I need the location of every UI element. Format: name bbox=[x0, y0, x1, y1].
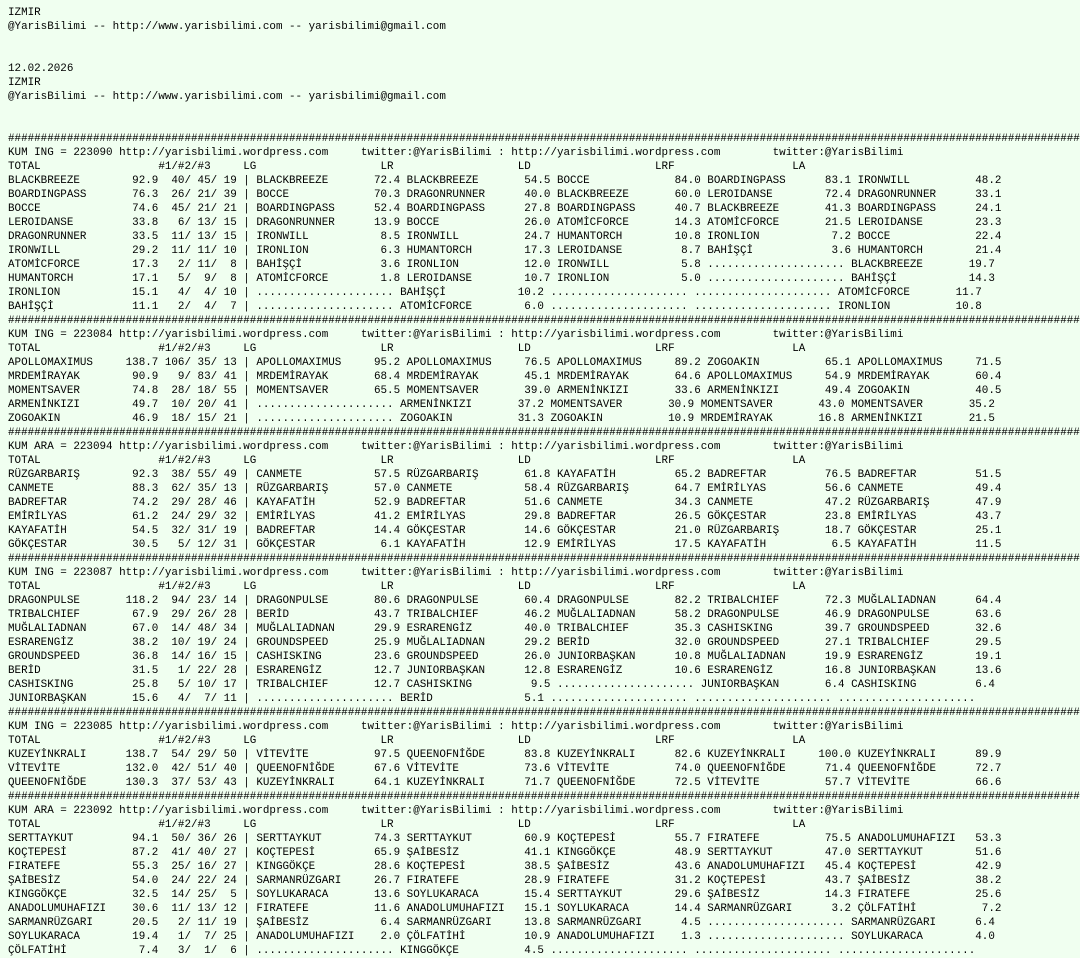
column-headers: TOTAL #1/#2/#3 LG LR LD LRF LA bbox=[8, 735, 806, 747]
separator-line: #################################################################################################################################################################### bbox=[8, 315, 1080, 327]
column-headers: TOTAL #1/#2/#3 LG LR LD LRF LA bbox=[8, 819, 806, 831]
table-row: ZOGOAKIN 46.9 18/ 15/ 21 | ..................... ZOGOAKIN 31.3 ZOGOAKIN 10.9 MRDEMİRAYAK 16.8 ARMENİNKIZI 21.5 bbox=[8, 413, 995, 425]
race-blocks bbox=[8, 132, 1080, 958]
table-row: MUĞLALIADNAN 67.0 14/ 48/ 34 | MUĞLALIADNAN 29.9 ESRARENGİZ 40.0 TRIBALCHIEF 35.3 CASHISKING 39.7 GROUNDSPEED 32.6 bbox=[8, 623, 1002, 635]
header-contact: @YarisBilimi -- http://www.yarisbilimi.com -- yarisbilimi@gmail.com bbox=[8, 21, 446, 33]
table-row: ATOMİCFORCE 17.3 2/ 11/ 8 | BAHİŞÇİ 3.6 IRONLION 12.0 IRONWILL 5.8 ..................... BLACKBREEZE 19.7 bbox=[8, 259, 995, 271]
table-row: KUZEYİNKRALI 138.7 54/ 29/ 50 | VİTEVİTE 97.5 QUEENOFNİĞDE 83.8 KUZEYİNKRALI 82.6 KUZEYİNKRALI 100.0 KUZEYİNKRALI 89.9 bbox=[8, 749, 1002, 761]
race-header: KUM ARA = 223094 http://yarisbilimi.wordpress.com twitter:@YarisBilimi : http://yarisbilimi.wordpress.com twitter:@YarisBilimi bbox=[8, 441, 904, 453]
blank-line bbox=[8, 48, 1073, 62]
separator-line: #################################################################################################################################################################### bbox=[8, 133, 1080, 145]
table-row: RÜZGARBARIŞ 92.3 38/ 55/ 49 | CANMETE 57.5 RÜZGARBARIŞ 61.8 KAYAFATİH 65.2 BADREFTAR 76.5 BADREFTAR 51.5 bbox=[8, 469, 1002, 481]
table-row: ÇÖLFATİHİ 7.4 3/ 1/ 6 | ..................... KINGGÖKÇE 4.5 ..................... ..................... ..................... bbox=[8, 945, 976, 957]
table-row: SARMANRÜZGARI 20.5 2/ 11/ 19 | ŞAİBESİZ 6.4 SARMANRÜZGARI 13.8 SARMANRÜZGARI 4.5 ..................... SARMANRÜZGARI 6.4 bbox=[8, 917, 995, 929]
column-headers: TOTAL #1/#2/#3 LG LR LD LRF LA bbox=[8, 161, 806, 173]
header-city: IZMIR bbox=[8, 77, 41, 89]
table-row: APOLLOMAXIMUS 138.7 106/ 35/ 13 | APOLLOMAXIMUS 95.2 APOLLOMAXIMUS 76.5 APOLLOMAXIMUS 89.2 ZOGOAKIN 65.1 APOLLOMAXIMUS 71.5 bbox=[8, 357, 1002, 369]
table-row: CASHISKING 25.8 5/ 10/ 17 | TRIBALCHIEF 12.7 CASHISKING 9.5 ..................... JUNIORBAŞKAN 6.4 CASHISKING 6.4 bbox=[8, 679, 995, 691]
table-row: ESRARENGİZ 38.2 10/ 19/ 24 | GROUNDSPEED 25.9 MUĞLALIADNAN 29.2 BERİD 32.0 GROUNDSPEED 27.1 TRIBALCHIEF 29.5 bbox=[8, 637, 1002, 649]
table-row: GROUNDSPEED 36.8 14/ 16/ 15 | CASHISKING 23.6 GROUNDSPEED 26.0 JUNIORBAŞKAN 10.8 MUĞLALIADNAN 19.9 ESRARENGİZ 19.1 bbox=[8, 651, 1002, 663]
table-row: DRAGONPULSE 118.2 94/ 23/ 14 | DRAGONPULSE 80.6 DRAGONPULSE 60.4 DRAGONPULSE 82.2 TRIBALCHIEF 72.3 MUĞLALIADNAN 64.4 bbox=[8, 595, 1002, 607]
separator-line: #################################################################################################################################################################### bbox=[8, 707, 1080, 719]
race-header: KUM ING = 223087 http://yarisbilimi.wordpress.com twitter:@YarisBilimi : http://yarisbilimi.wordpress.com twitter:@YarisBilimi bbox=[8, 567, 904, 579]
table-row: SOYLUKARACA 19.4 1/ 7/ 25 | ANADOLUMUHAFIZI 2.0 ÇÖLFATİHİ 10.9 ANADOLUMUHAFIZI 1.3 ..................... SOYLUKARACA 4.0 bbox=[8, 931, 995, 943]
table-row: MOMENTSAVER 74.8 28/ 18/ 55 | MOMENTSAVER 65.5 MOMENTSAVER 39.0 ARMENİNKIZI 33.6 ARMENİNKIZI 49.4 ZOGOAKIN 40.5 bbox=[8, 385, 1002, 397]
table-row: JUNIORBAŞKAN 15.6 4/ 7/ 11 | ..................... BERİD 5.1 ..................... ..................... ..................... bbox=[8, 693, 976, 705]
separator-line: #################################################################################################################################################################### bbox=[8, 791, 1080, 803]
table-row: MRDEMİRAYAK 90.9 9/ 83/ 41 | MRDEMİRAYAK 68.4 MRDEMİRAYAK 45.1 MRDEMİRAYAK 64.6 APOLLOMAXIMUS 54.9 MRDEMİRAYAK 60.4 bbox=[8, 371, 1002, 383]
report-date: 12.02.2026 bbox=[8, 63, 74, 75]
column-headers: TOTAL #1/#2/#3 LG LR LD LRF LA bbox=[8, 581, 806, 593]
table-row: CANMETE 88.3 62/ 35/ 13 | RÜZGARBARIŞ 57.0 CANMETE 58.4 RÜZGARBARIŞ 64.7 EMİRİLYAS 56.6 CANMETE 49.4 bbox=[8, 483, 1002, 495]
column-headers: TOTAL #1/#2/#3 LG LR LD LRF LA bbox=[8, 455, 806, 467]
race-header: KUM ING = 223085 http://yarisbilimi.wordpress.com twitter:@YarisBilimi : http://yarisbilimi.wordpress.com twitter:@YarisBilimi bbox=[8, 721, 904, 733]
header-contact: @YarisBilimi -- http://www.yarisbilimi.com -- yarisbilimi@gmail.com bbox=[8, 91, 446, 103]
table-row: ŞAİBESİZ 54.0 24/ 22/ 24 | SARMANRÜZGARI 26.7 FIRATEFE 28.9 FIRATEFE 31.2 KOÇTEPESİ 43.7 ŞAİBESİZ 38.2 bbox=[8, 875, 1002, 887]
table-row: HUMANTORCH 17.1 5/ 9/ 8 | ATOMİCFORCE 1.8 LEROIDANSE 10.7 IRONLION 5.0 ..................... BAHİŞÇİ 14.3 bbox=[8, 273, 995, 285]
blank-line bbox=[8, 34, 1073, 48]
table-row: ANADOLUMUHAFIZI 30.6 11/ 13/ 12 | FIRATEFE 11.6 ANADOLUMUHAFIZI 15.1 SOYLUKARACA 14.4 SARMANRÜZGARI 3.2 ÇÖLFATİHİ 7.2 bbox=[8, 903, 1002, 915]
race-header: KUM ARA = 223092 http://yarisbilimi.wordpress.com twitter:@YarisBilimi : http://yarisbilimi.wordpress.com twitter:@YarisBilimi bbox=[8, 805, 904, 817]
table-row: KAYAFATİH 54.5 32/ 31/ 19 | BADREFTAR 14.4 GÖKÇESTAR 14.6 GÖKÇESTAR 21.0 RÜZGARBARIŞ 18.7 GÖKÇESTAR 25.1 bbox=[8, 525, 1002, 537]
table-row: BOCCE 74.6 45/ 21/ 21 | BOARDINGPASS 52.4 BOARDINGPASS 27.8 BOARDINGPASS 40.7 BLACKBREEZE 41.3 BOARDINGPASS 24.1 bbox=[8, 203, 1002, 215]
table-row: QUEENOFNİĞDE 130.3 37/ 53/ 43 | KUZEYİNKRALI 64.1 KUZEYİNKRALI 71.7 QUEENOFNİĞDE 72.5 VİTEVİTE 57.7 VİTEVİTE 66.6 bbox=[8, 777, 1002, 789]
table-row: EMİRİLYAS 61.2 24/ 29/ 32 | EMİRİLYAS 41.2 EMİRİLYAS 29.8 BADREFTAR 26.5 GÖKÇESTAR 23.8 EMİRİLYAS 43.7 bbox=[8, 511, 1002, 523]
table-row: ARMENİNKIZI 49.7 10/ 20/ 41 | ..................... ARMENİNKIZI 37.2 MOMENTSAVER 30.9 MOMENTSAVER 43.0 MOMENTSAVER 35.2 bbox=[8, 399, 995, 411]
table-row: BOARDINGPASS 76.3 26/ 21/ 39 | BOCCE 70.3 DRAGONRUNNER 40.0 BLACKBREEZE 60.0 LEROIDANSE 72.4 DRAGONRUNNER 33.1 bbox=[8, 189, 1002, 201]
table-row: VİTEVİTE 132.0 42/ 51/ 40 | QUEENOFNİĞDE 67.6 VİTEVİTE 73.6 VİTEVİTE 74.0 QUEENOFNİĞDE 71.4 QUEENOFNİĞDE 72.7 bbox=[8, 763, 1002, 775]
table-row: GÖKÇESTAR 30.5 5/ 12/ 31 | GÖKÇESTAR 6.1 KAYAFATİH 12.9 EMİRİLYAS 17.5 KAYAFATİH 6.5 KAYAFATİH 11.5 bbox=[8, 539, 1002, 551]
table-row: BADREFTAR 74.2 29/ 28/ 46 | KAYAFATİH 52.9 BADREFTAR 51.6 CANMETE 34.3 CANMETE 47.2 RÜZGARBARIŞ 47.9 bbox=[8, 497, 1002, 509]
blank-line bbox=[8, 104, 1073, 118]
separator-line: #################################################################################################################################################################### bbox=[8, 553, 1080, 565]
table-row: BLACKBREEZE 92.9 40/ 45/ 19 | BLACKBREEZE 72.4 BLACKBREEZE 54.5 BOCCE 84.0 BOARDINGPASS 83.1 IRONWILL 48.2 bbox=[8, 175, 1002, 187]
table-row: BAHİŞÇİ 11.1 2/ 4/ 7 | ..................... ATOMİCFORCE 6.0 ..................... ..................... IRONLION 10.8 bbox=[8, 301, 982, 313]
table-row: FIRATEFE 55.3 25/ 16/ 27 | KINGGÖKÇE 28.6 KOÇTEPESİ 38.5 ŞAİBESİZ 43.6 ANADOLUMUHAFIZI 45.4 KOÇTEPESİ 42.9 bbox=[8, 861, 1002, 873]
header-city: IZMIR bbox=[8, 7, 41, 19]
table-row: IRONWILL 29.2 11/ 11/ 10 | IRONLION 6.3 HUMANTORCH 17.3 LEROIDANSE 8.7 BAHİŞÇİ 3.6 HUMANTORCH 21.4 bbox=[8, 245, 1002, 257]
blank-line bbox=[8, 118, 1073, 132]
table-row: LEROIDANSE 33.8 6/ 13/ 15 | DRAGONRUNNER 13.9 BOCCE 26.0 ATOMİCFORCE 14.3 ATOMİCFORCE 21.5 LEROIDANSE 23.3 bbox=[8, 217, 1002, 229]
table-row: BERİD 31.5 1/ 22/ 28 | ESRARENGİZ 12.7 JUNIORBAŞKAN 12.8 ESRARENGİZ 10.6 ESRARENGİZ 16.8 JUNIORBAŞKAN 13.6 bbox=[8, 665, 1002, 677]
table-row: KOÇTEPESİ 87.2 41/ 40/ 27 | KOÇTEPESİ 65.9 ŞAİBESİZ 41.1 KINGGÖKÇE 48.9 SERTTAYKUT 47.0 SERTTAYKUT 51.6 bbox=[8, 847, 1002, 859]
table-row: KINGGÖKÇE 32.5 14/ 25/ 5 | SOYLUKARACA 13.6 SOYLUKARACA 15.4 SERTTAYKUT 29.6 ŞAİBESİZ 14.3 FIRATEFE 25.6 bbox=[8, 889, 1002, 901]
table-row: TRIBALCHIEF 67.9 29/ 26/ 28 | BERİD 43.7 TRIBALCHIEF 46.2 MUĞLALIADNAN 58.2 DRAGONPULSE 46.9 DRAGONPULSE 63.6 bbox=[8, 609, 1002, 621]
table-row: IRONLION 15.1 4/ 4/ 10 | ..................... BAHİŞÇİ 10.2 ..................... ..................... ATOMİCFORCE 11.7 bbox=[8, 287, 982, 299]
race-header: KUM ING = 223090 http://yarisbilimi.wordpress.com twitter:@YarisBilimi : http://yarisbilimi.wordpress.com twitter:@YarisBilimi bbox=[8, 147, 904, 159]
table-row: DRAGONRUNNER 33.5 11/ 13/ 15 | IRONWILL 8.5 IRONWILL 24.7 HUMANTORCH 10.8 IRONLION 7.2 BOCCE 22.4 bbox=[8, 231, 1002, 243]
separator-line: #################################################################################################################################################################### bbox=[8, 427, 1080, 439]
column-headers: TOTAL #1/#2/#3 LG LR LD LRF LA bbox=[8, 343, 806, 355]
race-header: KUM ING = 223084 http://yarisbilimi.wordpress.com twitter:@YarisBilimi : http://yarisbilimi.wordpress.com twitter:@YarisBilimi bbox=[8, 329, 904, 341]
table-row: SERTTAYKUT 94.1 50/ 36/ 26 | SERTTAYKUT 74.3 SERTTAYKUT 60.9 KOÇTEPESİ 55.7 FIRATEFE 75.5 ANADOLUMUHAFIZI 53.3 bbox=[8, 833, 1002, 845]
